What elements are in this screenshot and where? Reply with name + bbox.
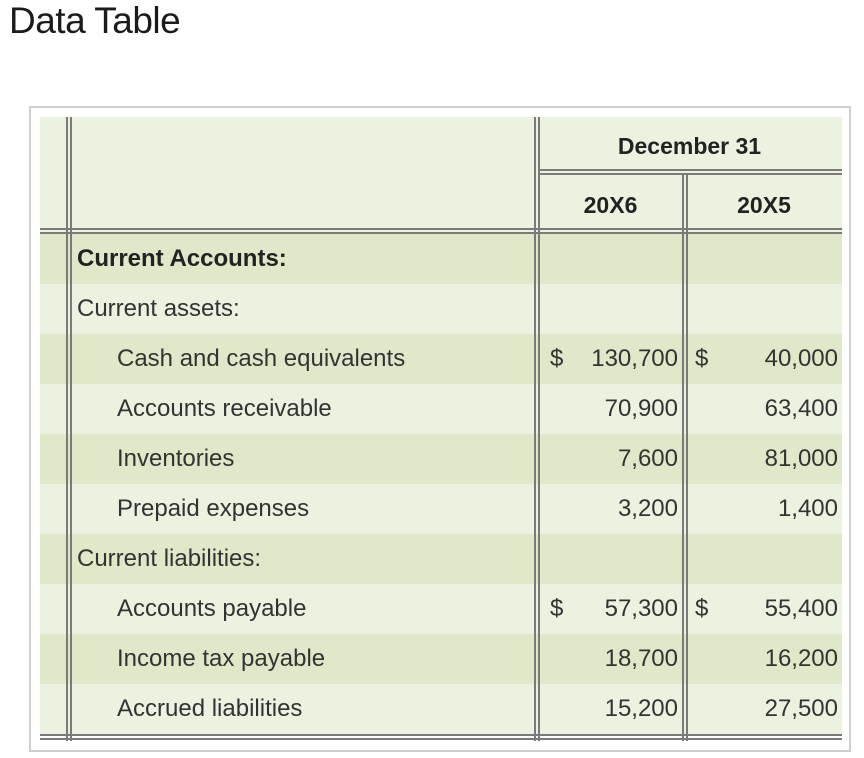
value-20x6: 130,700 xyxy=(591,345,678,372)
data-table xyxy=(40,117,842,741)
header-col-20x5: 20X5 xyxy=(737,192,791,218)
value-20x5: 81,000 xyxy=(764,445,838,472)
currency-symbol: $ xyxy=(695,595,709,622)
row-label: Current Accounts: xyxy=(77,245,287,272)
currency-symbol: $ xyxy=(550,345,564,372)
row-label: Current assets: xyxy=(77,295,240,322)
value-20x6: 70,900 xyxy=(604,395,678,422)
value-20x6: 15,200 xyxy=(604,695,678,722)
col-divider-rule-a xyxy=(682,174,684,741)
value-20x6: 7,600 xyxy=(617,445,678,472)
header-col-20x6: 20X6 xyxy=(583,192,638,218)
value-20x6: 18,700 xyxy=(604,645,678,672)
row-label: Cash and cash equivalents xyxy=(117,345,406,372)
value-20x5: 63,400 xyxy=(764,395,838,422)
currency-symbol: $ xyxy=(550,595,564,622)
value-20x6: 3,200 xyxy=(617,495,678,522)
row-label: Accounts receivable xyxy=(117,395,332,422)
divider-rule-b xyxy=(538,117,540,741)
value-20x5: 27,500 xyxy=(764,695,838,722)
table-bottom-rule-b xyxy=(40,738,842,740)
group-header-rule-b xyxy=(538,173,842,175)
value-20x5: 1,400 xyxy=(777,495,838,522)
row-label: Inventories xyxy=(117,445,235,472)
row-label: Accounts payable xyxy=(117,595,307,622)
left-rule-inner xyxy=(70,117,72,741)
currency-symbol: $ xyxy=(695,345,709,372)
row-label: Prepaid expenses xyxy=(117,495,310,522)
value-20x5: 16,200 xyxy=(764,645,838,672)
header-bottom-rule-b xyxy=(40,232,842,234)
header-bottom-rule-a xyxy=(40,228,842,230)
page-title: Data Table xyxy=(9,0,181,41)
group-header-rule-a xyxy=(538,169,842,171)
value-20x6: 57,300 xyxy=(604,595,678,622)
header-group-label: December 31 xyxy=(617,133,762,159)
table-bottom-rule-a xyxy=(40,734,842,736)
left-rule-outer xyxy=(66,117,68,741)
value-20x5: 40,000 xyxy=(764,345,838,372)
value-20x5: 55,400 xyxy=(764,595,838,622)
row-label: Accrued liabilities xyxy=(117,695,303,722)
row-label: Income tax payable xyxy=(117,645,326,672)
divider-rule-a xyxy=(534,117,536,741)
row-label: Current liabilities: xyxy=(77,545,262,572)
col-divider-rule-b xyxy=(686,174,688,741)
